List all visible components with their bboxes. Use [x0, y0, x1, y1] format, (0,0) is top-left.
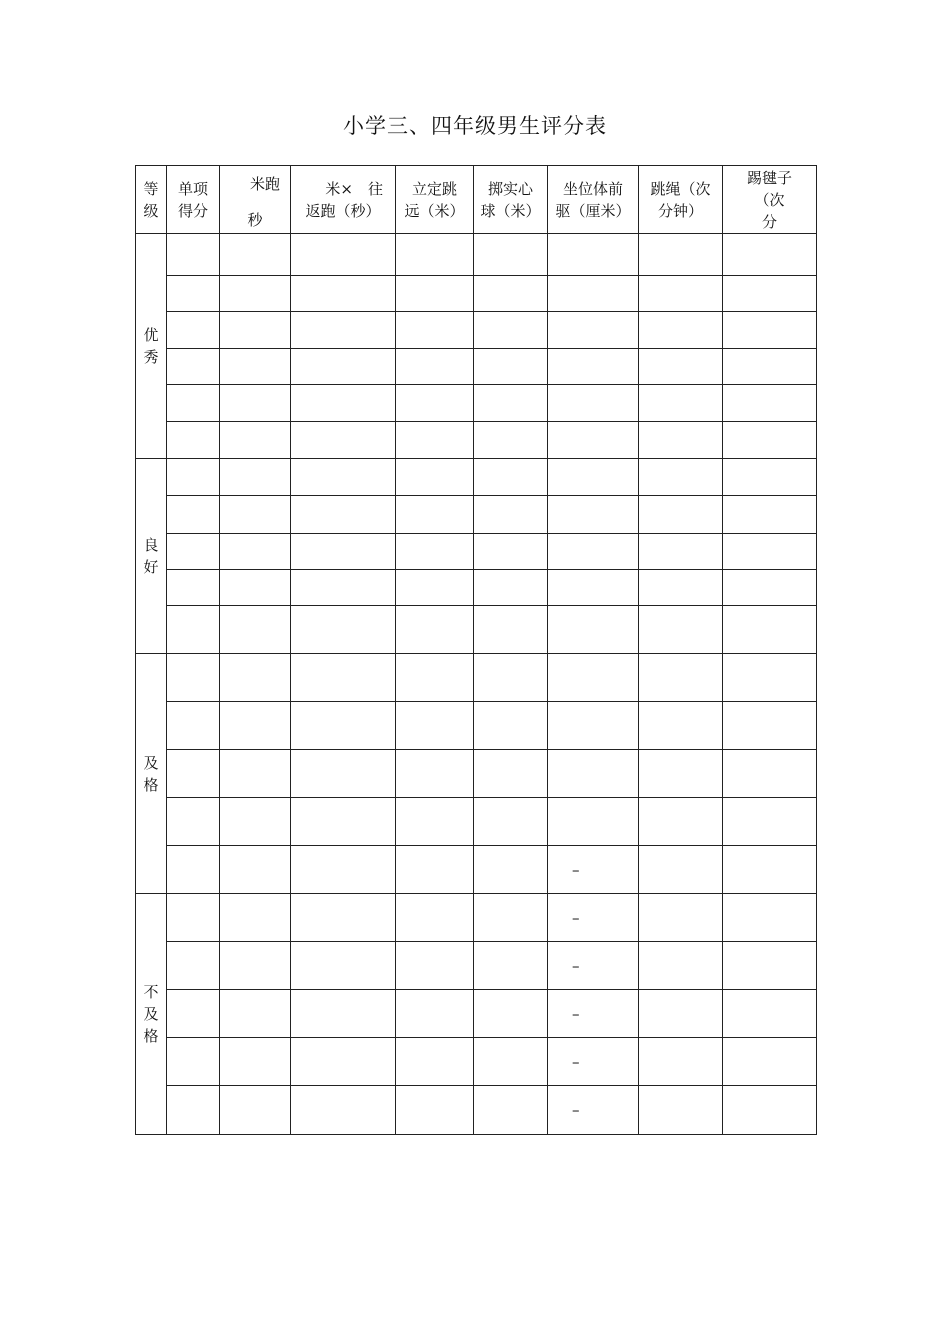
dash-cell: –: [548, 990, 639, 1038]
header-row: [136, 166, 817, 234]
grade-good: 良 好: [136, 459, 167, 654]
header-ball: 掷实心 球（米）: [474, 166, 548, 234]
table-row: [136, 654, 817, 702]
table-row: [136, 312, 817, 349]
grade-pass: 及 格: [136, 654, 167, 894]
header-run-top: 米跑: [249, 174, 280, 193]
table-row: [136, 1038, 817, 1086]
table-row: [136, 234, 817, 276]
header-long-jump: 立定跳 远（米）: [396, 166, 474, 234]
table-row: [136, 276, 817, 312]
dash-cell: –: [548, 846, 639, 894]
dash-cell: –: [548, 894, 639, 942]
page-title: 小学三、四年级男生评分表: [343, 114, 607, 138]
table-row: [136, 1086, 817, 1135]
table-row: [136, 750, 817, 798]
header-score: 单项 得分: [167, 166, 220, 234]
dash-cell: –: [548, 1086, 639, 1135]
header-shuttle-top: 米× 往: [325, 179, 383, 198]
header-grade: 等 级: [136, 166, 167, 234]
table-row: [136, 846, 817, 894]
grade-excellent: 优 秀: [136, 234, 167, 459]
dash-cell: –: [548, 1038, 639, 1086]
table-row: [136, 496, 817, 534]
header-shuttle: [291, 166, 396, 234]
grade-fail: 不 及 格: [136, 894, 167, 1135]
table-row: [136, 422, 817, 459]
table-row: [136, 894, 817, 942]
header-run: [220, 166, 291, 234]
table-row: [136, 570, 817, 606]
table-row: [136, 798, 817, 846]
table-row: [136, 942, 817, 990]
dash-cell: –: [548, 942, 639, 990]
header-shuttle-bottom: 返跑（秒）: [305, 201, 381, 220]
score-table: [135, 165, 817, 1135]
table-row: [136, 534, 817, 570]
header-run-bottom: 秒: [247, 210, 263, 229]
header-sit-reach: 坐位体前 驱（厘米）: [548, 166, 639, 234]
table-row: [136, 990, 817, 1038]
table-row: [136, 349, 817, 385]
table-row: [136, 606, 817, 654]
table-row: [136, 459, 817, 496]
header-shuttlecock: 踢毽子 （次 分: [723, 166, 817, 234]
header-rope: 跳绳（次 分钟）: [639, 166, 723, 234]
table-row: [136, 385, 817, 422]
table-row: [136, 702, 817, 750]
